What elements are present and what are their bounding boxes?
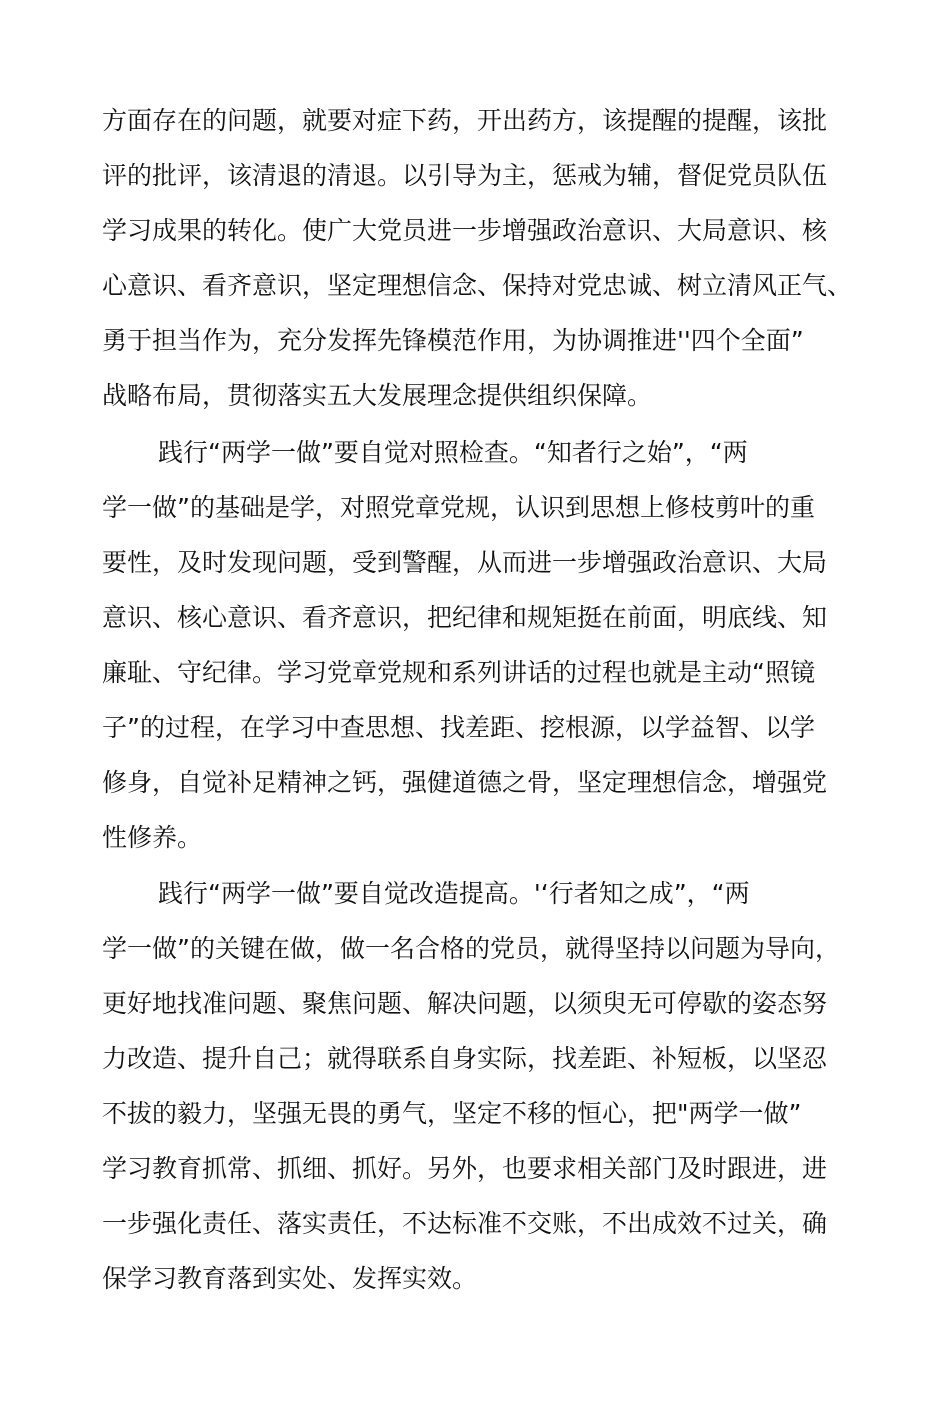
paragraph-1-line-4: 心意识、看齐意识，坚定理想信念、保持对党忠诚、树立清风正气、 — [102, 271, 853, 300]
paragraph-3-line-2: 学一做”的关键在做，做一名合格的党员，就得坚持以问题为导向， — [102, 934, 840, 963]
paragraph-2-line-3: 要性，及时发现问题，受到警醒，从而进一步增强政治意识、大局 — [102, 548, 828, 577]
paragraph-3-line-6: 学习教育抓常、抓细、抓好。另外，也要求相关部门及时跟进，进 — [102, 1154, 828, 1183]
paragraph-2-line-5: 廉耻、守纪律。学习党章党规和系列讲话的过程也就是主动“照镜 — [102, 658, 815, 687]
paragraph-2-line-1: 践行“两学一做”要自觉对照检查。“知者行之始”，“两 — [158, 438, 748, 467]
paragraph-1-line-5: 勇于担当作为，充分发挥先锋模范作用，为协调推进''四个全面” — [102, 326, 804, 355]
paragraph-2-line-2: 学一做”的基础是学，对照党章党规，认识到思想上修枝剪叶的重 — [102, 493, 815, 522]
paragraph-3-line-7: 一步强化责任、落实责任，不达标准不交账，不出成效不过关，确 — [102, 1209, 828, 1238]
paragraph-3-line-5: 不拔的毅力，坚强无畏的勇气，坚定不移的恒心，把"两学一做” — [102, 1099, 802, 1128]
paragraph-3-line-4: 力改造、提升自己；就得联系自身实际，找差距、补短板，以坚忍 — [102, 1044, 828, 1073]
paragraph-3-line-1: 践行“两学一做”要自觉改造提高。'‘行者知之成”，“两 — [158, 879, 750, 908]
paragraph-2-line-7: 修身，自觉补足精神之钙，强健道德之骨，坚定理想信念，增强党 — [102, 768, 828, 797]
paragraph-1-line-2: 评的批评，该清退的清退。以引导为主，惩戒为辅，督促党员队伍 — [102, 161, 828, 190]
paragraph-3-line-3: 更好地找准问题、聚焦问题、解决问题，以须臾无可停歇的姿态努 — [102, 989, 828, 1018]
paragraph-3-line-8: 保学习教育落到实处、发挥实效。 — [102, 1264, 478, 1293]
paragraph-1-line-1: 方面存在的问题，就要对症下药，开出药方，该提醒的提醒，该批 — [102, 106, 828, 135]
paragraph-1-line-3: 学习成果的转化。使广大党员进一步增强政治意识、大局意识、核 — [102, 216, 828, 245]
paragraph-1-line-6: 战略布局，贯彻落实五大发展理念提供组织保障。 — [102, 381, 653, 410]
paragraph-2-line-8: 性修养。 — [102, 823, 203, 852]
paragraph-2-line-6: 子”的过程，在学习中查思想、找差距、挖根源，以学益智、以学 — [102, 713, 815, 742]
paragraph-2-line-4: 意识、核心意识、看齐意识，把纪律和规矩挺在前面，明底线、知 — [102, 603, 828, 632]
